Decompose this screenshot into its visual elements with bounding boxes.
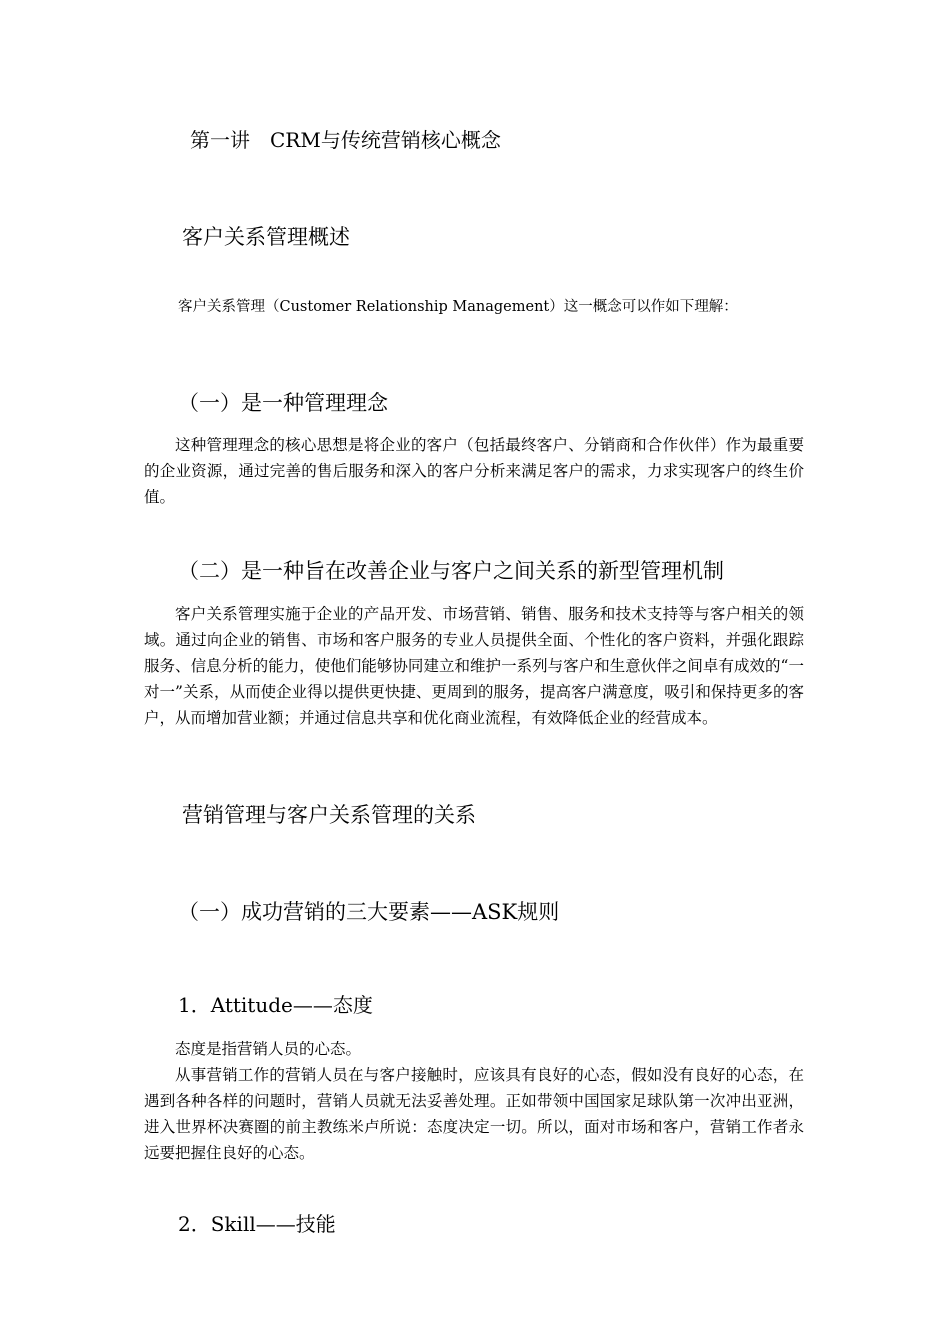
overview-intro: 客户关系管理（Customer Relationship Management）这一概念可以作如下理解：	[178, 299, 738, 315]
attitude-body: 从事营销工作的营销人员在与客户接触时，应该具有良好的心态，假如没有良好的心态，在遇到各种各样的问题时，营销人员就无法妥善处理。正如带领中国国家足球队第一次冲出亚洲，进入世界杯决赛圈的前主教练米卢所说：态度决定一切。所以，面对市场和客户，营销工作者永远要把握住良好的心态。	[144, 1066, 804, 1162]
section-heading-overview: 客户关系管理概述	[182, 225, 350, 249]
lecture-title: 第一讲 CRM与传统营销核心概念	[190, 128, 501, 152]
subheading-ask-rule: （一）成功营销的三大要素——ASK规则	[178, 900, 560, 924]
section-heading-relation: 营销管理与客户关系管理的关系	[182, 803, 476, 827]
item-heading-attitude: 1．Attitude——态度	[178, 993, 373, 1017]
attitude-definition: 态度是指营销人员的心态。	[175, 1040, 362, 1058]
paragraph-management-mechanism	[144, 601, 804, 731]
subheading-management-concept: （一）是一种管理理念	[178, 391, 388, 415]
paragraph-text: 客户关系管理实施于企业的产品开发、市场营销、销售、服务和技术支持等与客户相关的领域。通过向企业的销售、市场和客户服务的专业人员提供全面、个性化的客户资料，并强化跟踪服务、信息分析的能力，使他们能够协同建立和维护一系列与客户和生意伙伴之间卓有成效的“一对一”关系，从而使企业得以提供更快捷、更周到的服务，提高客户满意度，吸引和保持更多的客户，从而增加营业额；并通过信息共享和优化商业流程，有效降低企业的经营成本。	[144, 605, 804, 727]
paragraph-attitude	[144, 1036, 804, 1166]
paragraph-management-concept	[144, 432, 804, 510]
item-heading-skill: 2．Skill——技能	[178, 1212, 336, 1236]
paragraph-text: 这种管理理念的核心思想是将企业的客户（包括最终客户、分销商和合作伙伴）作为最重要的企业资源，通过完善的售后服务和深入的客户分析来满足客户的需求，力求实现客户的终生价值。	[144, 436, 804, 506]
subheading-management-mechanism: （二）是一种旨在改善企业与客户之间关系的新型管理机制	[178, 559, 724, 583]
